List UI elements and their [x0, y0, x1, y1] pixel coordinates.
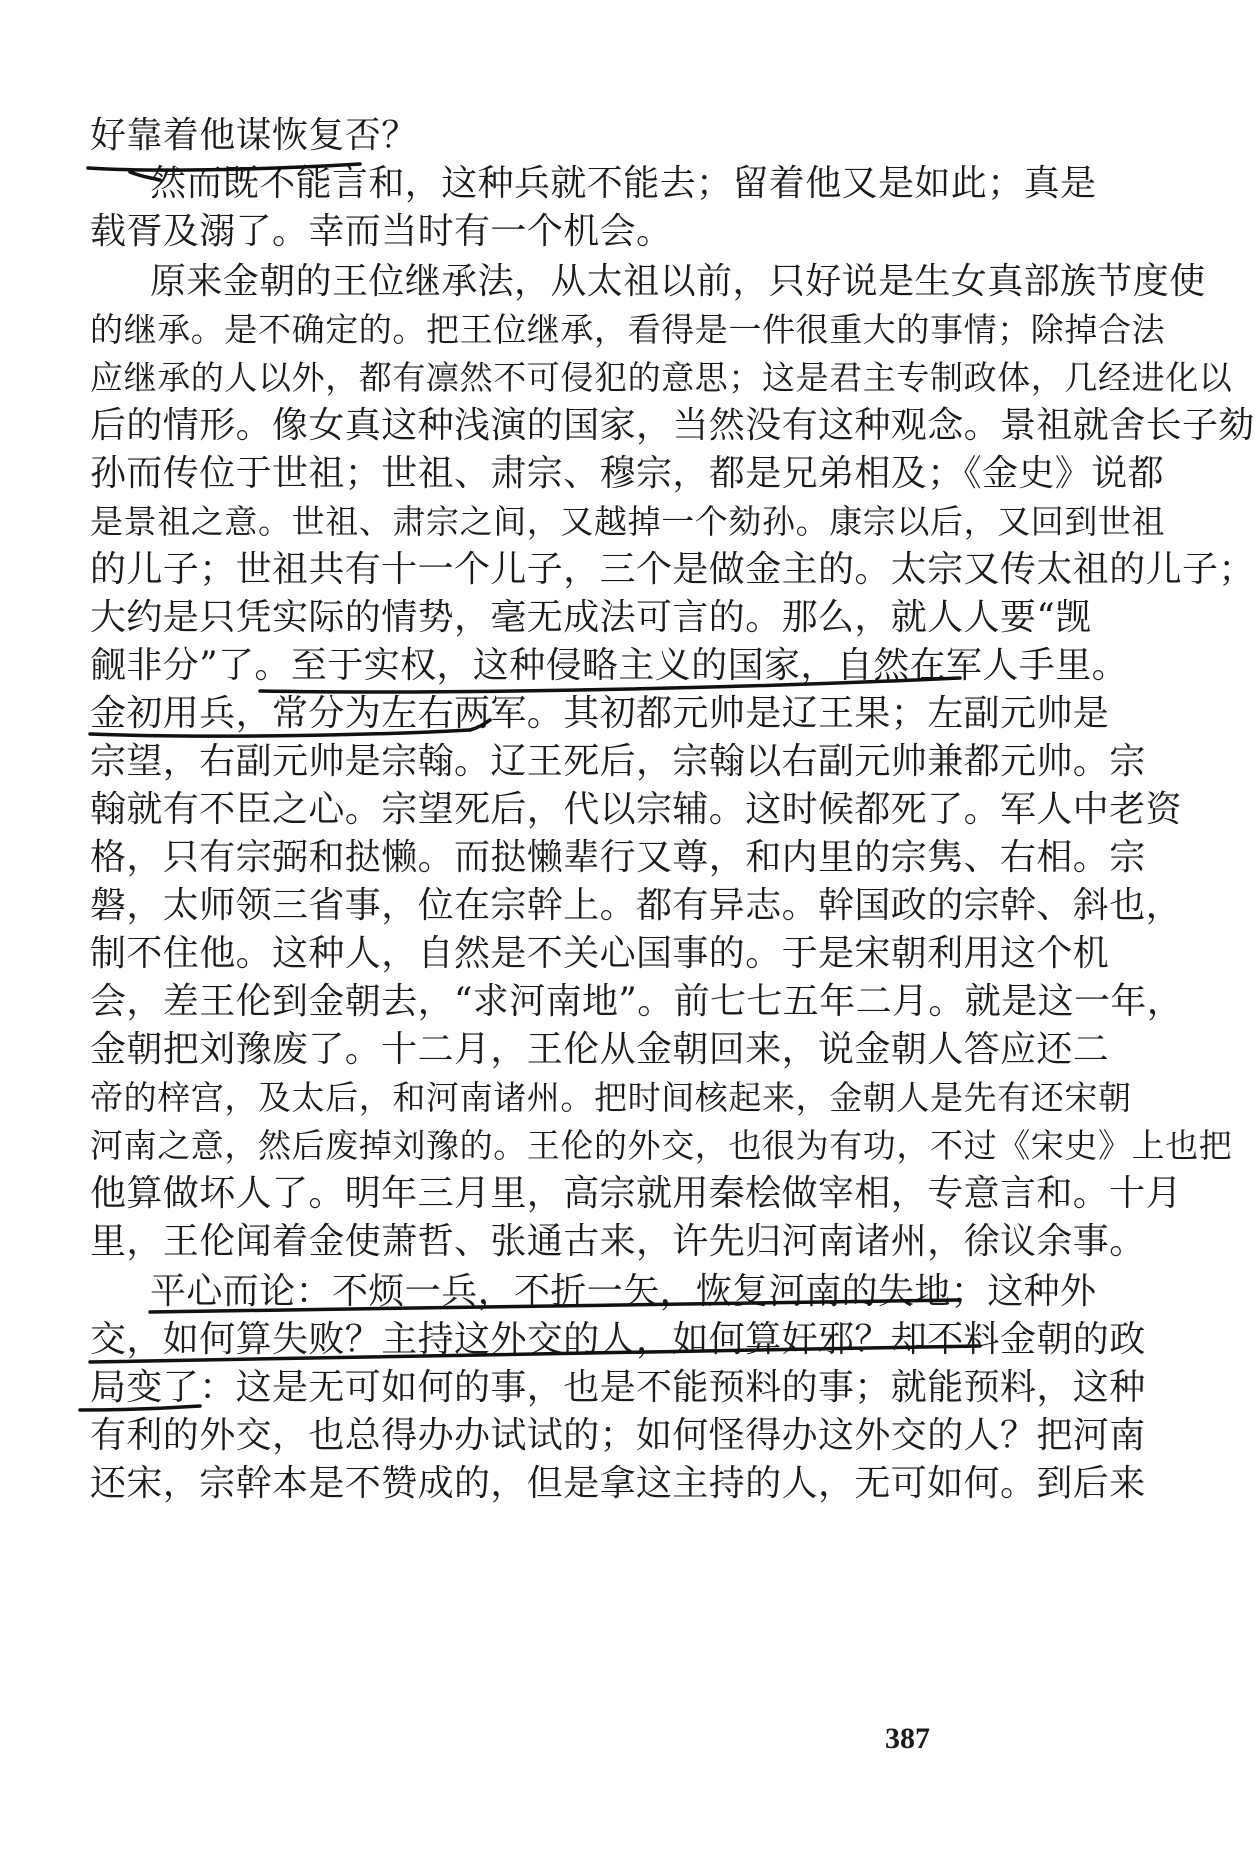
text-line: 会，差王伦到金朝去，“求河南地”。前七七五年二月。就是这一年，: [90, 981, 1184, 1022]
text-line: 的儿子；世祖共有十一个儿子，三个是做金主的。太宗又传太祖的儿子；: [90, 549, 1255, 590]
text-line: 的继承。是不确定的。把王位继承，看得是一件很重大的事情；除掉合法: [90, 310, 1166, 349]
text-line: 翰就有不臣之心。宗望死后，代以宗辅。这时候都死了。军人中老资: [90, 789, 1183, 830]
text-line: 应继承的人以外，都有凛然不可侵犯的意思；这是君主专制政体，几经进化以: [90, 358, 1233, 397]
text-line: 孙而传位于世祖；世祖、肃宗、穆宗，都是兄弟相及；《金史》说都: [90, 453, 1165, 494]
text-line: 格，只有宗弼和挞懒。而挞懒辈行又尊，和内里的宗隽、右相。宗: [90, 837, 1146, 878]
text-line: 载胥及溺了。幸而当时有一个机会。: [90, 211, 673, 252]
text-line: 制不住他。这种人，自然是不关心国事的。于是宋朝利用这个机: [90, 933, 1110, 974]
text-line: 然而既不能言和，这种兵就不能去；留着他又是如此；真是: [150, 163, 1097, 204]
text-line: 后的情形。像女真这种浅演的国家，当然没有这种观念。景祖就舍长子劾: [90, 405, 1255, 446]
text-line: 帝的梓宫，及太后，和河南诸州。把时间核起来，金朝人是先有还宋朝: [90, 1078, 1132, 1117]
text-line: 金朝把刘豫废了。十二月，王伦从金朝回来，说金朝人答应还二: [90, 1029, 1110, 1070]
text-line: 磐，太师领三省事，位在宗幹上。都有异志。幹国政的宗幹、斜也，: [90, 885, 1183, 926]
text-line: 平心而论：不烦一兵，不折一矢，恢复河南的失地；这种外: [150, 1271, 1097, 1312]
text-line: 有利的外交，也总得办办试试的；如何怪得办这外交的人？把河南: [90, 1415, 1146, 1456]
text-line: 是景祖之意。世祖、肃宗之间，又越掉一个劾孙。康宗以后，又回到世祖: [90, 502, 1166, 541]
text-line: 还宋，宗幹本是不赞成的，但是拿这主持的人，无可如何。到后来: [90, 1463, 1146, 1504]
text-line: 局变了：这是无可如何的事，也是不能预料的事；就能预料，这种: [90, 1367, 1146, 1408]
text-line: 他算做坏人了。明年三月里，高宗就用秦桧做宰相，专意言和。十月: [90, 1173, 1183, 1214]
text-line: 宗望，右副元帅是宗翰。辽王死后，宗翰以右副元帅兼都元帅。宗: [90, 741, 1146, 782]
text-line: 河南之意，然后废掉刘豫的。王伦的外交，也很为有功，不过《宋史》上也把: [90, 1126, 1233, 1165]
text-line: 里，王伦闻着金使萧哲、张通古来，许先归河南诸州，徐议余事。: [90, 1221, 1146, 1262]
text-line: 交，如何算失败？主持这外交的人，如何算奸邪？却不料金朝的政: [90, 1319, 1146, 1360]
page-number: 387: [885, 1722, 930, 1755]
text-line: 好靠着他谋恢复否？: [90, 115, 418, 156]
text-line: 觎非分”了。至于实权，这种侵略主义的国家，自然在军人手里。: [90, 645, 1129, 686]
text-line: 大约是只凭实际的情势，毫无成法可言的。那么，就人人要“觊: [90, 597, 1092, 638]
text-line: 金初用兵，常分为左右两军。其初都元帅是辽王果；左副元帅是: [90, 693, 1110, 734]
text-line: 原来金朝的王位继承法，从太祖以前，只好说是生女真部族节度使: [150, 261, 1206, 302]
